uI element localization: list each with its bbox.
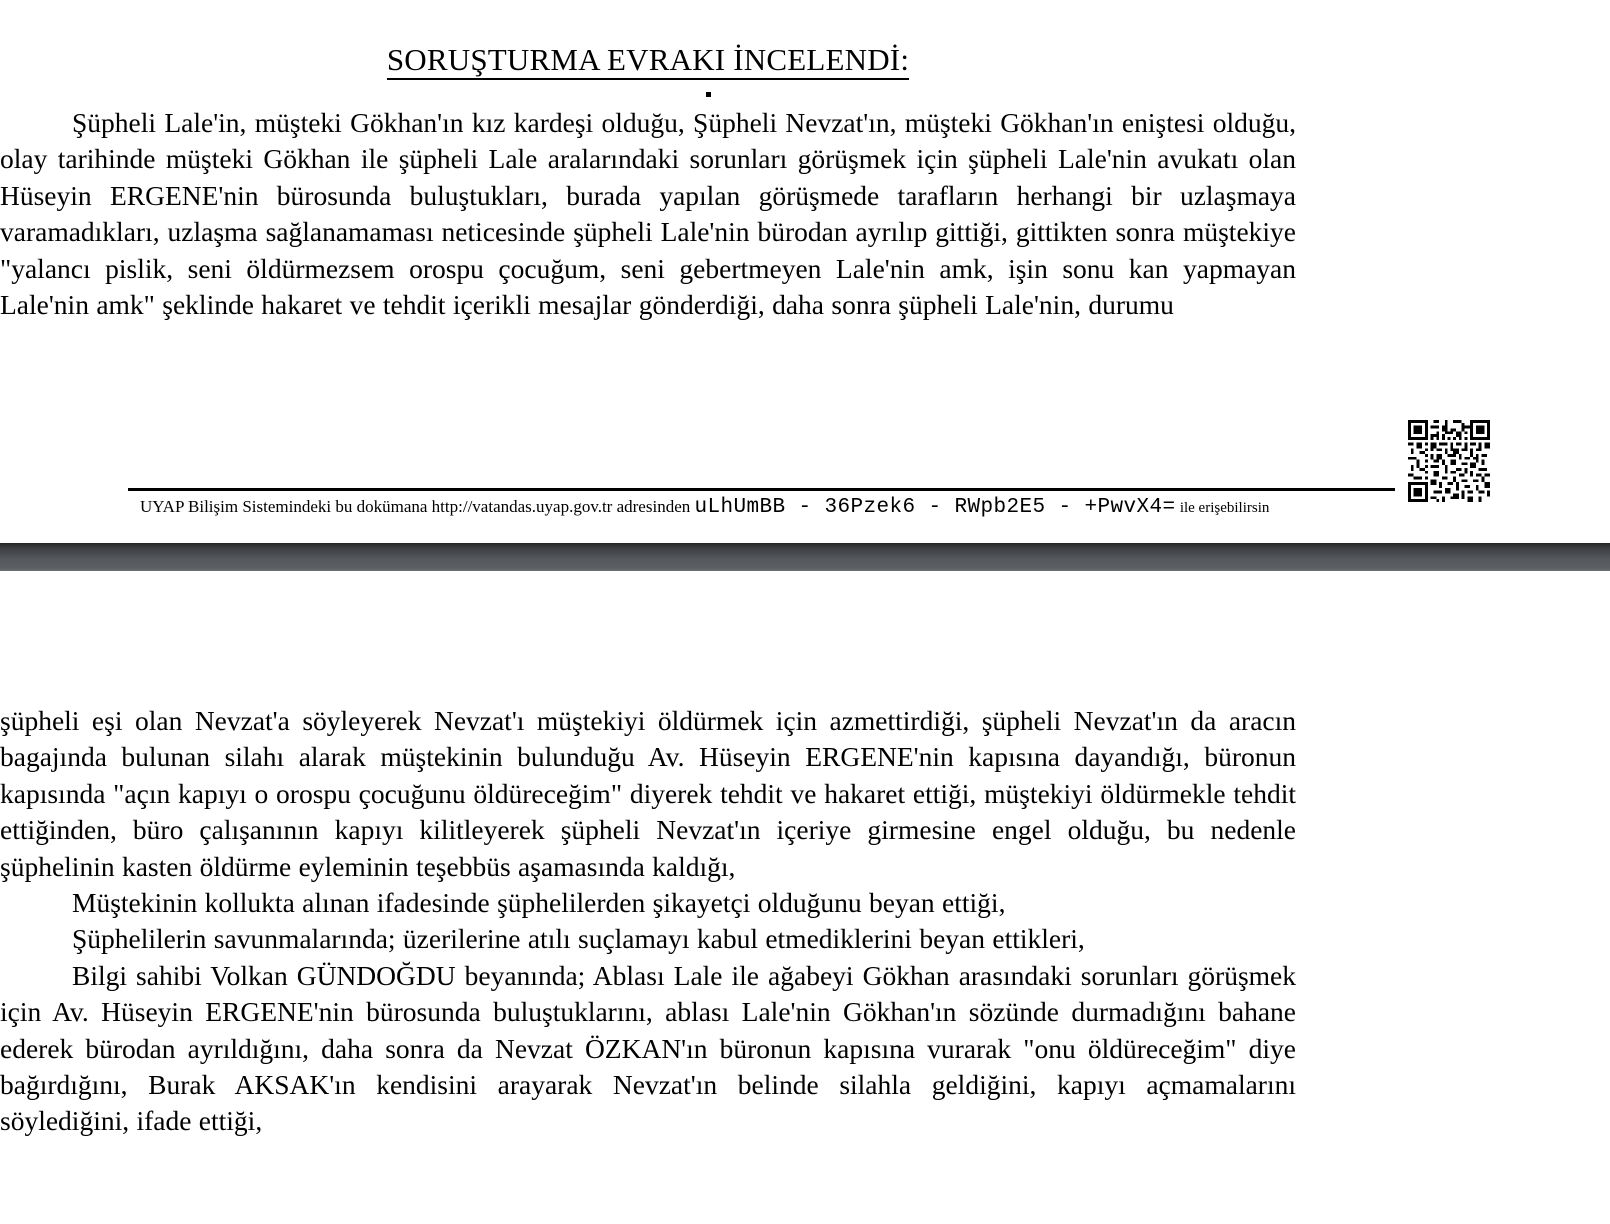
document-page-1	[0, 0, 1610, 543]
document-access-code: uLhUmBB - 36Pzek6 - RWpb2E5 - +PwvX4=	[694, 496, 1176, 519]
page-separator	[0, 543, 1610, 571]
stray-mark	[706, 92, 711, 97]
document-page-2	[0, 571, 1610, 1224]
page-2-body	[0, 703, 1296, 1140]
paragraph: Şüphelilerin savunmalarında; üzerilerine atılı suçlamayı kabul etmediklerini beyan ettikleri,	[72, 923, 1085, 955]
paragraph: Müştekinin kollukta alınan ifadesinde şüphelilerden şikayetçi olduğunu beyan ettiği,	[72, 887, 1006, 919]
paragraph: şüpheli eşi olan Nevzat'a söyleyerek Nevzat'ı müştekiyi öldürmek için azmettirdiği, şüpheli Nevzat'ın da aracın bagajında bulunan silahı alarak müştekinin bulunduğu Av. Hüseyin ERGENE'nin kapısına dayandığı, büronun kapısında "açın kapıyı o orospu çocuğunu öldüreceğim" diyerek tehdit ve hakaret ettiği, müştekiyi öldürmekle tehdit ettiğinden, büro çalışanının kapıyı kilitleyerek şüpheli Nevzat'ın içeriye girmesine engel olduğu, bu nedenle şüphelinin kasten öldürme eyleminin teşebbüs aşamasında kaldığı,	[0, 705, 1296, 882]
paragraph: Şüpheli Lale'in, müşteki Gökhan'ın kız kardeşi olduğu, Şüpheli Nevzat'ın, müşteki Gökhan'ın eniştesi olduğu, olay tarihinde müşteki Gökhan ile şüpheli Lale aralarındaki sorunları görüşmek için şüpheli Lale'nin avukatı olan Hüseyin ERGENE'nin bürosunda buluştukları, burada yapılan görüşmede tarafların herhangi bir uzlaşmaya varamadıkları, uzlaşma sağlanamaması neticesinde şüpheli Lale'nin bürodan ayrılıp gittiği, gittikten sonra müştekiye "yalancı pislik, seni öldürmezsem orospu çocuğum, seni gebertmeyen Lale'nin amk, işin sonu kan yapmayan Lale'nin amk" şeklinde hakaret ve tehdit içerikli mesajlar gönderdiği, daha sonra şüpheli Lale'nin, durumu	[0, 107, 1296, 321]
footer-divider	[128, 488, 1395, 491]
page-1-body	[0, 105, 1296, 323]
paragraph: Bilgi sahibi Volkan GÜNDOĞDU beyanında; Ablası Lale ile ağabeyi Gökhan arasındaki sorunları görüşmek için Av. Hüseyin ERGENE'nin bürosunda buluştuklarını, ablası Lale'nin Gökhan'ın sözünde durmadığını bahane ederek bürodan ayrıldığını, daha sonra da Nevzat ÖZKAN'ın büronun kapısına vurarak "onu öldüreceğim" diye bağırdığını, Burak AKSAK'ın kendisini arayarak Nevzat'ın belinde silahla geldiğini, kapıyı açmamalarını söylediğini, ifade ettiği,	[0, 959, 1296, 1137]
footer-suffix-text: ile erişebilirsin	[1179, 500, 1270, 516]
qr-code	[1408, 420, 1490, 502]
footer-prefix-text: UYAP Bilişim Sistemindeki bu dokümana http://vatandas.uyap.gov.tr adresinden	[140, 497, 691, 516]
uyap-footer	[140, 496, 1400, 519]
page-title-text: SORUŞTURMA EVRAKI İNCELENDİ:	[387, 42, 909, 80]
page-title	[0, 41, 1296, 79]
